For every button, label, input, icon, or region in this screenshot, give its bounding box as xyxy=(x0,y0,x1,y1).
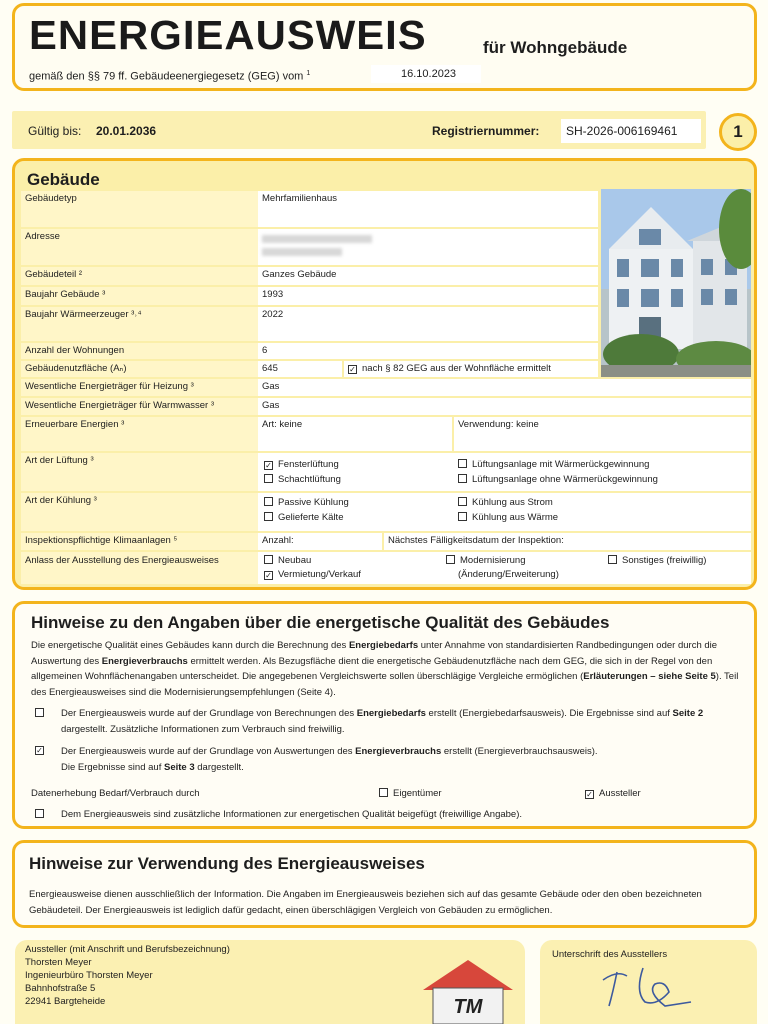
extra-info-checkbox[interactable] xyxy=(35,809,44,818)
usage-title: Hinweise zur Verwendung des Energieausweises xyxy=(29,854,425,873)
ventilation-window-checkbox[interactable]: ✓ xyxy=(265,461,272,470)
extra-info-text: Dem Energieausweis sind zusätzliche Informationen zur energetischen Qualität beigefügt (freiwillige Angabe). xyxy=(61,809,523,820)
ventilation-hr-checkbox[interactable] xyxy=(458,459,467,468)
water-carrier-label: Wesentliche Energieträger für Warmwasser ³ xyxy=(21,398,259,415)
data-collection-label: Datenerhebung Bedarf/Verbrauch durch xyxy=(31,788,200,799)
cooling-passive-checkbox[interactable] xyxy=(264,497,273,506)
reason-label: Anlass der Ausstellung des Energieausweises xyxy=(21,552,259,584)
ventilation-shaft-checkbox[interactable] xyxy=(264,474,273,483)
issuer-city: 22941 Bargteheide xyxy=(25,996,106,1007)
issuer-logo xyxy=(423,960,513,1024)
cooling-delivered-checkbox[interactable] xyxy=(264,512,273,521)
geg-date: 16.10.2023 xyxy=(371,65,481,83)
demand-cert-checkbox[interactable] xyxy=(35,708,44,717)
renewables-type: Art: keine xyxy=(258,417,452,451)
heater-year-label: Baujahr Wärmeerzeuger ³˒⁴ xyxy=(21,307,259,341)
year-label: Baujahr Gebäude ³ xyxy=(21,287,259,305)
building-section xyxy=(12,158,757,590)
area-method: ✓ nach § 82 GEG aus der Wohnfläche ermittelt xyxy=(344,361,598,377)
valid-until-date: 20.01.2036 xyxy=(96,124,157,138)
water-carrier-value: Gas xyxy=(258,398,751,415)
reason-rent-checkbox[interactable]: ✓ xyxy=(265,571,272,580)
ac-label: Inspektionspflichtige Klimaanlagen ⁵ xyxy=(21,533,259,550)
ventilation-options: ✓ Fensterlüftung Schachtlüftung Lüftungsanlage mit Wärmerückgewinnung Lüftungsanlage ohne Wärmerückgewinnung xyxy=(258,453,751,491)
area-value: 645 xyxy=(258,361,342,377)
reason-options: Neubau ✓ Vermietung/Verkauf Modernisierung (Änderung/Erweiterung) Sonstiges (freiwillig) xyxy=(258,552,751,584)
ventilation-nohr-checkbox[interactable] xyxy=(458,474,467,483)
type-label: Gebäudetyp xyxy=(21,191,259,227)
area-method-checkbox[interactable]: ✓ xyxy=(349,365,356,374)
header-panel xyxy=(12,3,757,91)
usage-section xyxy=(12,840,757,928)
page-number-badge: 1 xyxy=(719,113,757,151)
collector-issuer-checkbox[interactable]: ✓ xyxy=(586,790,593,799)
part-value: Ganzes Gebäude xyxy=(258,267,598,285)
consumption-cert-checkbox[interactable]: ✓ xyxy=(36,746,43,755)
year-value: 1993 xyxy=(258,287,598,305)
area-label: Gebäudenutzfläche (Aₙ) xyxy=(21,361,259,377)
units-value: 6 xyxy=(258,343,598,359)
consumption-cert-text: Der Energieausweis wurde auf der Grundlage von Auswertungen des Energieverbrauchs erstellt (Energieverbrauchsausweis). Die Ergebnisse sind auf Seite 3 dargestellt. xyxy=(61,746,598,773)
issuer-label: Aussteller (mit Anschrift und Berufsbezeichnung) xyxy=(25,944,230,955)
hints-title: Hinweise zu den Angaben über die energetische Qualität des Gebäudes xyxy=(31,613,610,632)
reason-new-checkbox[interactable] xyxy=(264,555,273,564)
document-subtitle: für Wohngebäude xyxy=(483,38,628,57)
ac-next-inspection: Nächstes Fälligkeitsdatum der Inspektion: xyxy=(384,533,751,550)
document-title: ENERGIEAUSWEIS xyxy=(29,12,427,58)
heat-carrier-label: Wesentliche Energieträger für Heizung ³ xyxy=(21,379,259,396)
reason-other-checkbox[interactable] xyxy=(608,555,617,564)
type-value: Mehrfamilienhaus xyxy=(258,191,598,227)
signature-label: Unterschrift des Ausstellers xyxy=(552,949,668,960)
registration-label: Registriernummer: xyxy=(432,124,540,138)
units-label: Anzahl der Wohnungen xyxy=(21,343,259,359)
address-label: Adresse xyxy=(21,229,259,265)
issuer-office: Ingenieurbüro Thorsten Meyer xyxy=(25,970,153,981)
cooling-label: Art der Kühlung ³ xyxy=(21,493,259,531)
collector-owner-checkbox[interactable] xyxy=(379,788,388,797)
renewables-label: Erneuerbare Energien ³ xyxy=(21,417,259,451)
issuer-box xyxy=(15,940,525,1024)
issuer-name: Thorsten Meyer xyxy=(25,957,92,968)
valid-until-label: Gültig bis: xyxy=(28,124,82,138)
registration-number: SH-2026-006169461 xyxy=(561,119,701,143)
address-value xyxy=(258,229,598,265)
ventilation-label: Art der Lüftung ³ xyxy=(21,453,259,491)
legal-basis: gemäß den §§ 79 ff. Gebäudeenergiegesetz (GEG) vom $^1$ xyxy=(29,70,311,83)
heater-year-value: 2022 xyxy=(258,307,598,341)
reason-modern-note: (Änderung/Erweiterung) xyxy=(458,569,559,580)
collector-owner: Eigentümer xyxy=(379,786,529,802)
issuer-street: Bahnhofstraße 5 xyxy=(25,983,96,994)
cooling-electric-checkbox[interactable] xyxy=(458,497,467,506)
svg-text:TM: TM xyxy=(453,996,483,1018)
part-label: Gebäudeteil ² xyxy=(21,267,259,285)
signature xyxy=(595,962,705,1012)
renewables-use: Verwendung: keine xyxy=(454,417,751,451)
building-title: Gebäude xyxy=(27,170,100,189)
validity-bar xyxy=(12,111,706,149)
reason-modern-checkbox[interactable] xyxy=(446,555,455,564)
hints-intro: Die energetische Qualität eines Gebäudes kann durch die Berechnung des Energiebedarfs unter Annahme von standardisierten Randbedingungen oder durch die Auswertung des Energieverbrauchs ermittelt werden. Als Bezugsfläche dient die energetische Gebäudenutzfläche nach dem GEG, die sich in der Regel von den allgemeinen Wohnflächenangaben unterscheidet. Die angegebenen Vergleichswerte sollen überschlägige Vergleiche ermöglichen (Erläuterungen – siehe Seite 5). Teil des Energieausweises sind die Modernisierungsempfehlungen (Seite 4). xyxy=(31,640,739,698)
quality-hints-section xyxy=(12,601,757,829)
heat-carrier-value: Gas xyxy=(258,379,751,396)
ac-count: Anzahl: xyxy=(258,533,382,550)
collector-issuer: ✓ Aussteller xyxy=(586,788,641,799)
cooling-heat-checkbox[interactable] xyxy=(458,512,467,521)
usage-text: Energieausweise dienen ausschließlich der Information. Die Angaben im Energieausweis beziehen sich auf das gesamte Gebäude oder den oben bezeichneten Gebäudeteil. Der Energieausweis ist lediglich dafür gedacht, einen überschlägigen Vergleich von Gebäuden zu ermöglichen. xyxy=(29,889,702,916)
building-photo xyxy=(601,189,751,377)
signature-box xyxy=(540,940,757,1024)
cooling-options: Passive Kühlung Gelieferte Kälte Kühlung aus Strom Kühlung aus Wärme xyxy=(258,493,751,531)
demand-cert-text: Der Energieausweis wurde auf der Grundlage von Berechnungen des Energiebedarfs erstellt (Energiebedarfsausweis). Die Ergebnisse sind auf Seite 2 dargestellt. Zusätzliche Informationen zum Verbrauch sind freiwillig. xyxy=(61,708,704,735)
